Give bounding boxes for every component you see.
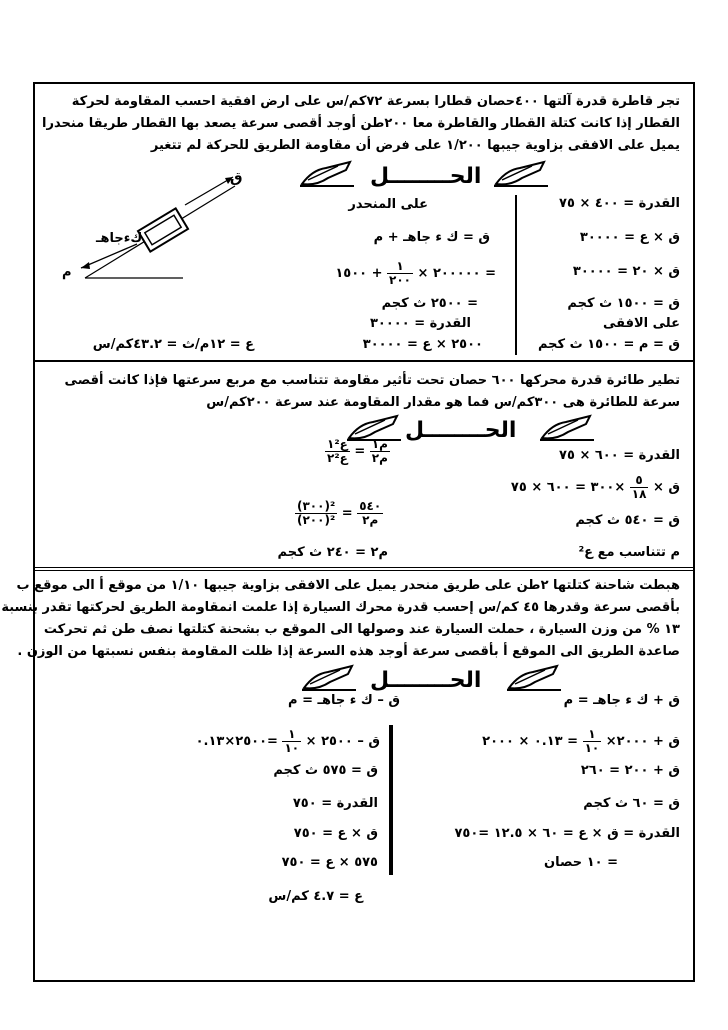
p1-left-line-5: ٢٥٠٠ × ع = ٣٠٠٠٠ xyxy=(362,337,483,352)
p2-left-line-3: م٢ = ٢٤٠ ث كجم xyxy=(277,545,388,560)
p2-right-line-2b: ×٣٠٠ = ٦٠٠ × ٧٥ xyxy=(510,480,626,495)
fraction xyxy=(357,500,383,527)
p3-left-line-2a: ق – ٢٥٠٠ × xyxy=(305,734,380,749)
fraction-denominator: ١٨ xyxy=(631,487,647,501)
p1-right-line-3: ق × ٢٠ = ٣٠٠٠٠ xyxy=(572,264,680,279)
p2-right-line-3: ق = ٥٤٠ ث كجم xyxy=(575,513,680,528)
p2-right-line-2a: ق × xyxy=(652,480,680,495)
fraction-numerator: ١ xyxy=(387,260,413,274)
pen-hand-icon xyxy=(298,160,356,190)
solution-header: الحــــــــل xyxy=(370,164,482,189)
problem-3-line-2: بأقصى سرعة وقدرها ٤٥ كم/س إحسب قدرة محرك السيارة إذا علمت انمقاومة الطريق لحركتها تقدر بنسبة xyxy=(1,600,680,615)
fraction-numerator: ٥٤٠ xyxy=(359,499,382,513)
p3-right-line-2b: = ٠.١٣ × ٢٠٠٠ xyxy=(482,734,579,749)
p2-ratio-1 xyxy=(325,438,390,465)
p1-right-line-6: ق = م = ١٥٠٠ ث كجم xyxy=(537,337,680,352)
p1-left-line-2 xyxy=(335,260,496,287)
fraction xyxy=(295,500,337,527)
p1-right-line-5: على الافقى xyxy=(602,316,680,331)
problem-1-line-2: القطار إذا كانت كتلة القطار والقاطرة معا ٢٠٠طن أوجد أقصى سرعة يصعد بها القطار طريقا منحدرا xyxy=(42,116,680,131)
pen-hand-icon xyxy=(505,664,563,694)
p3-right-line-5: القدرة = ق × ع = ٦٠ × ١٢.٥ =٧٥٠ xyxy=(454,826,680,841)
solution-header: الحــــــــل xyxy=(370,668,482,693)
fraction-denominator: ٢٠٠ xyxy=(389,273,412,287)
problem-2-line-1: تطير طائرة قدرة محركها ٦٠٠ حصان تحت تأثير مقاومة تتناسب مع مربع سرعتها فإذا كانت أقصى xyxy=(64,373,680,388)
p3-left-line-3: ق = ٥٧٥ ث كجم xyxy=(273,763,378,778)
problem-3-line-3: ١٣ % من وزن السيارة ، حملت السيارة عند وصولها الى الموقع ب بشحنة كتلتها نصف طن ثم تحركت xyxy=(43,622,680,637)
solution-header: الحــــــــل xyxy=(405,418,517,443)
p3-left-line-7: ع = ٤.٧ كم/س xyxy=(268,889,363,904)
fraction-denominator: ١٠ xyxy=(584,741,600,755)
problem-1-line-3: يميل على الافقى بزاوية جيبها ١/٢٠٠ على فرض أن مقاومة الطريق للحركة لم تتغير xyxy=(150,138,680,153)
p3-left-line-1: ق – ك ء جاهـ = م xyxy=(288,693,400,708)
p1-left-line-4: القدرة = ٣٠٠٠٠ xyxy=(370,316,471,331)
p1-left-line-6: ع = ١٢م/ث = ٤٣.٢كم/س xyxy=(92,337,254,352)
pen-hand-icon xyxy=(538,414,596,444)
fraction-numerator: ١ xyxy=(282,728,301,742)
equals-sign: = xyxy=(341,506,353,521)
p3-left-line-4: القدرة = ٧٥٠ xyxy=(292,796,378,811)
p3-right-line-1: ق + ك ء جاهـ = م xyxy=(563,693,680,708)
equals-sign: = xyxy=(354,444,366,459)
section-divider xyxy=(33,567,695,571)
p2-right-line-1: القدرة = ٦٠٠ × ٧٥ xyxy=(559,448,680,463)
fraction-denominator: م٢ xyxy=(371,451,388,465)
pen-hand-icon xyxy=(300,664,358,694)
p3-left-line-2 xyxy=(196,728,380,755)
p2-right-line-4: م تتناسب مع ع² xyxy=(578,545,680,560)
fraction xyxy=(630,474,649,501)
p3-right-line-4: ق = ٦٠ ث كجم xyxy=(583,796,680,811)
p1-left-line-3: = ٢٥٠٠ ث كجم xyxy=(381,296,478,311)
p3-right-line-2 xyxy=(482,728,680,755)
fraction xyxy=(387,260,413,287)
fraction-numerator: ٥ xyxy=(630,474,649,488)
pen-hand-icon xyxy=(492,160,550,190)
column-divider xyxy=(515,195,517,355)
p3-right-line-2a: ق + ٢٠٠٠× xyxy=(605,734,680,749)
diagram-force-label: ق xyxy=(230,170,243,186)
fraction-denominator: ع٢² xyxy=(327,451,348,465)
p3-left-line-6: ٥٧٥ × ع = ٧٥٠ xyxy=(281,855,378,870)
fraction-numerator: (٣٠٠)² xyxy=(297,499,336,513)
p3-left-line-5: ق × ع = ٧٥٠ xyxy=(293,826,378,841)
p2-ratio-2 xyxy=(295,500,383,527)
problem-1-line-1: تجر قاطرة قدرة آلتها ٤٠٠حصان قطارا بسرعة ٧٢كم/س على ارض افقية احسب المقاومة لحركة xyxy=(71,94,680,109)
fraction-denominator: (٢٠٠)² xyxy=(297,513,336,527)
problem-2-line-2: سرعة للطائرة هى ٣٠٠كم/س فما هو مقدار المقاومة عند سرعة ٢٠٠كم/س xyxy=(206,395,680,410)
diagram-resistance-label: م xyxy=(62,265,72,280)
p3-right-line-3: ق + ٢٠٠ = ٢٦٠ xyxy=(580,763,680,778)
fraction-denominator: م٢ xyxy=(362,513,379,527)
fraction-denominator: ١٠ xyxy=(284,741,300,755)
diagram-weight-label: كءجاهـ xyxy=(96,231,143,246)
p1-left-title: على المنحدر xyxy=(348,197,428,212)
problem-3-line-4: صاعدة الطريق الى الموقع أ بأقصى سرعة أوجد هذه السرعة إذا ظلت المقاومة بنفس نسبتها من الوزن . xyxy=(17,644,680,659)
fraction-numerator: ع١² xyxy=(327,437,348,451)
p1-right-line-1: القدرة = ٤٠٠ × ٧٥ xyxy=(559,196,680,211)
p1-left-line-1: ق = ك ء جاهـ + م xyxy=(373,230,490,245)
fraction xyxy=(583,728,602,755)
p3-right-line-6: = ١٠ حصان xyxy=(544,855,618,870)
p1-left-line-2b: + ١٥٠٠ xyxy=(335,266,383,281)
section-divider xyxy=(33,360,695,362)
fraction-numerator: ١ xyxy=(583,728,602,742)
p1-left-line-2a: = ٢٠٠٠٠٠ × xyxy=(417,266,496,281)
problem-3-line-1: هبطت شاحنة كتلتها ٢طن على طريق منحدر يميل على الافقى بزاوية جيبها ١/١٠ من موقع أ الى موقع ب xyxy=(16,578,680,593)
p3-left-line-2b: =٢٥٠٠×٠.١٣ xyxy=(195,734,278,749)
p2-right-line-2 xyxy=(511,474,680,501)
inclined-plane-diagram xyxy=(55,170,285,295)
fraction xyxy=(370,438,390,465)
fraction-numerator: م١ xyxy=(371,437,388,451)
p1-right-line-4: ق = ١٥٠٠ ث كجم xyxy=(567,296,680,311)
column-divider xyxy=(389,725,393,875)
fraction xyxy=(325,438,350,465)
fraction xyxy=(282,728,301,755)
p1-right-line-2: ق × ع = ٣٠٠٠٠ xyxy=(579,230,680,245)
